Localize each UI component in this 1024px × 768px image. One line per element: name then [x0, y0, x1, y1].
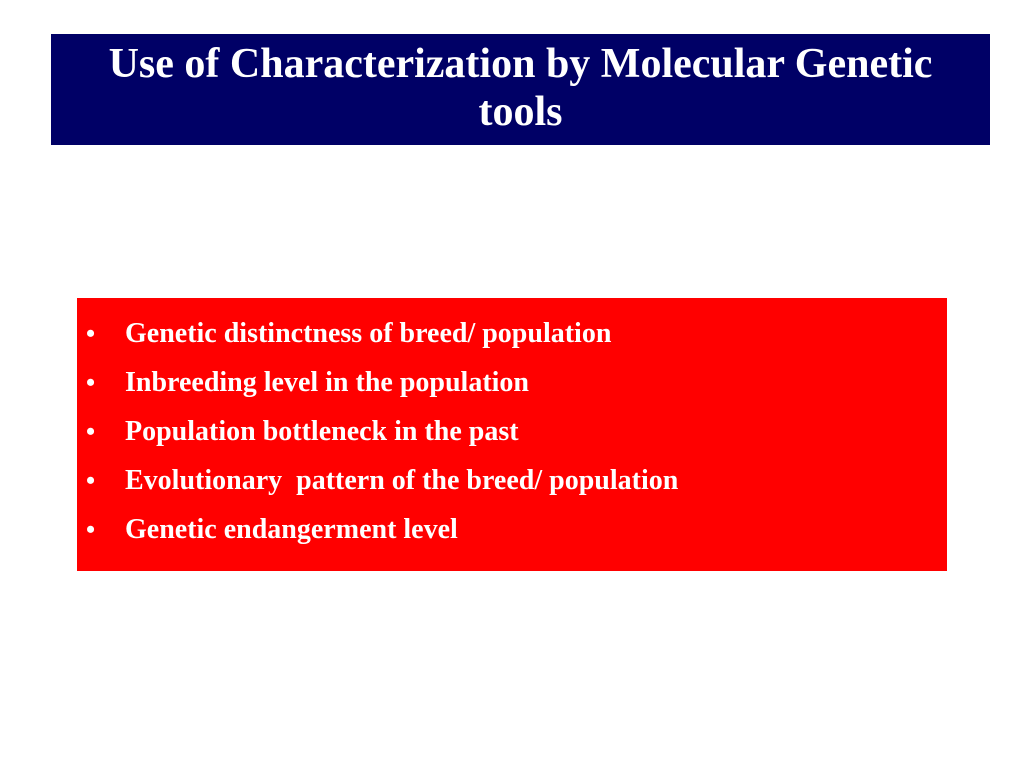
bullet-text: Evolutionary pattern of the breed/ population [125, 465, 679, 496]
list-item [77, 505, 947, 554]
bullet-icon: • [86, 466, 96, 495]
list-item [77, 309, 947, 358]
bullet-box [77, 298, 947, 571]
list-item [77, 407, 947, 456]
bullet-icon: • [86, 515, 96, 544]
bullet-icon: • [86, 417, 96, 446]
slide-title: Use of Characterization by Molecular Genetic tools [108, 41, 933, 135]
bullet-text: Population bottleneck in the past [125, 416, 519, 447]
bullet-text: Genetic endangerment level [125, 514, 458, 545]
bullet-list [77, 309, 947, 554]
list-item [77, 358, 947, 407]
title-banner [51, 34, 990, 145]
bullet-icon: • [86, 368, 96, 397]
bullet-icon: • [86, 319, 96, 348]
bullet-text: Genetic distinctness of breed/ population [125, 318, 612, 349]
list-item [77, 456, 947, 505]
bullet-text: Inbreeding level in the population [125, 367, 530, 398]
